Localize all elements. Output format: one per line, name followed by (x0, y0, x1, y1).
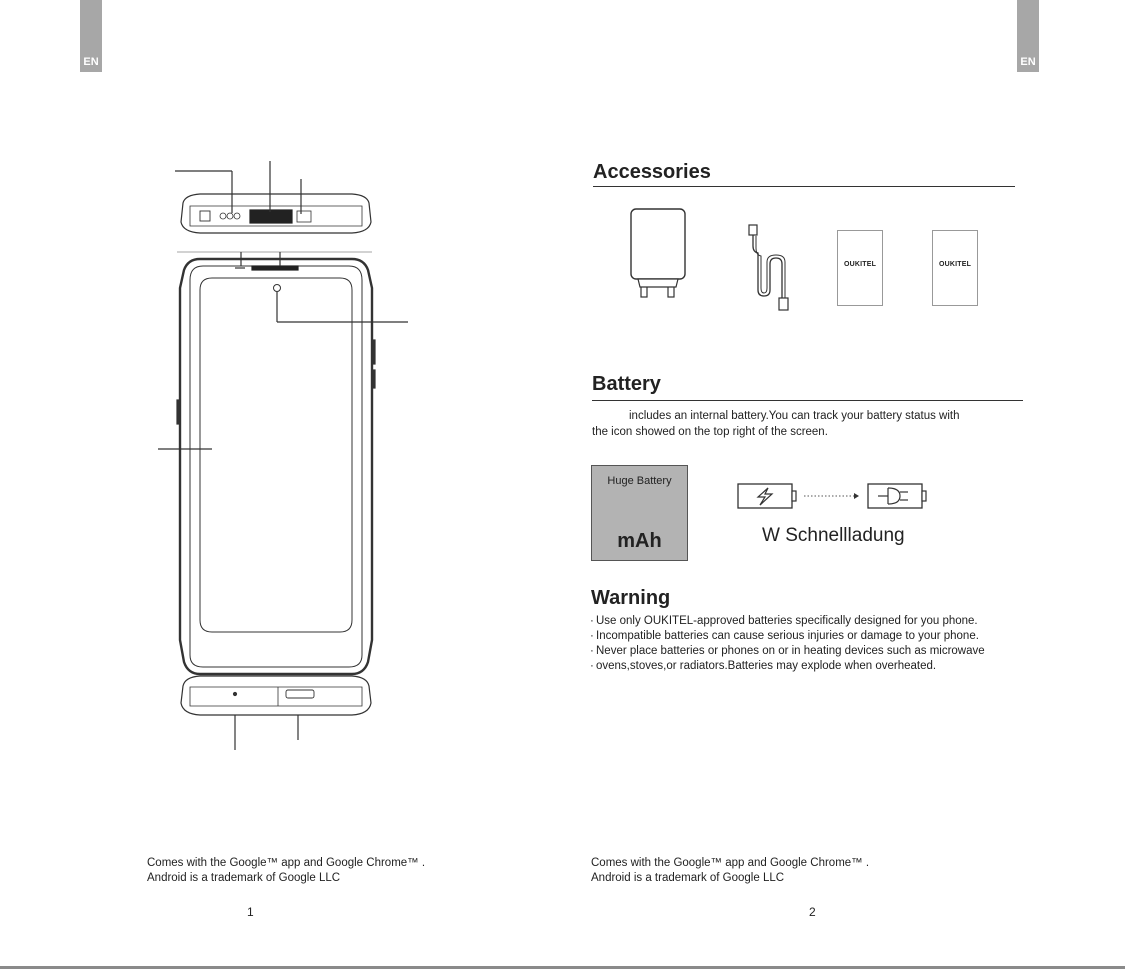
battery-capacity-unit: mAh (617, 530, 662, 552)
language-tab-right (1017, 0, 1039, 72)
fast-charge-label: W Schnellladung (762, 525, 905, 546)
accessories-rule (593, 186, 1015, 187)
battery-rule (592, 400, 1023, 401)
phone-diagram (0, 0, 560, 971)
plug-icon (868, 484, 926, 508)
page-number-left: 1 (247, 905, 254, 919)
phone-bottom-view (181, 676, 371, 750)
page-number-right: 2 (809, 905, 816, 919)
huge-battery-box (591, 465, 688, 561)
battery-charging-icon (738, 484, 796, 508)
fast-charging-graphic (736, 478, 936, 518)
usb-cable-icon (740, 222, 800, 317)
footer-right-line1: Comes with the Google™ app and Google Chrome™ . (591, 857, 870, 869)
phone-front-view (158, 252, 408, 674)
battery-heading: Battery (592, 373, 661, 395)
footer-right-line2: Android is a trademark of Google LLC (591, 872, 785, 884)
warning-heading: Warning (591, 587, 671, 609)
warning-list (590, 614, 985, 674)
huge-battery-label: Huge Battery (607, 475, 672, 487)
scan-bottom-edge (0, 966, 1125, 969)
phone-top-view (175, 161, 371, 233)
manual-card-2-brand: OUKITEL (938, 261, 972, 268)
footer-right (591, 856, 869, 886)
battery-text-line1: includes an internal battery.You can track your battery status with (629, 410, 960, 422)
manual-card-2 (932, 230, 978, 306)
accessories-heading: Accessories (593, 161, 711, 183)
battery-text-line2: the icon showed on the top right of the screen. (592, 426, 828, 438)
language-tab-left-label: EN (83, 56, 99, 68)
footer-left-line2: Android is a trademark of Google LLC (147, 872, 341, 884)
charger-icon (620, 205, 720, 305)
footer-left (147, 856, 425, 886)
warning-item: · Incompatible batteries can cause serious injuries or damage to your phone. (590, 629, 985, 644)
footer-left-line1: Comes with the Google™ app and Google Chrome™ . (147, 857, 426, 869)
manual-card-1-brand: OUKITEL (843, 261, 877, 268)
manual-card-1 (837, 230, 883, 306)
language-tab-right-label: EN (1020, 56, 1036, 68)
warning-item: · Never place batteries or phones on or in heating devices such as microwave (590, 644, 985, 659)
warning-item: · Use only OUKITEL-approved batteries specifically designed for you phone. (590, 614, 985, 629)
warning-item-continuation: · ovens,stoves,or radiators.Batteries may explode when overheated. (590, 659, 985, 674)
